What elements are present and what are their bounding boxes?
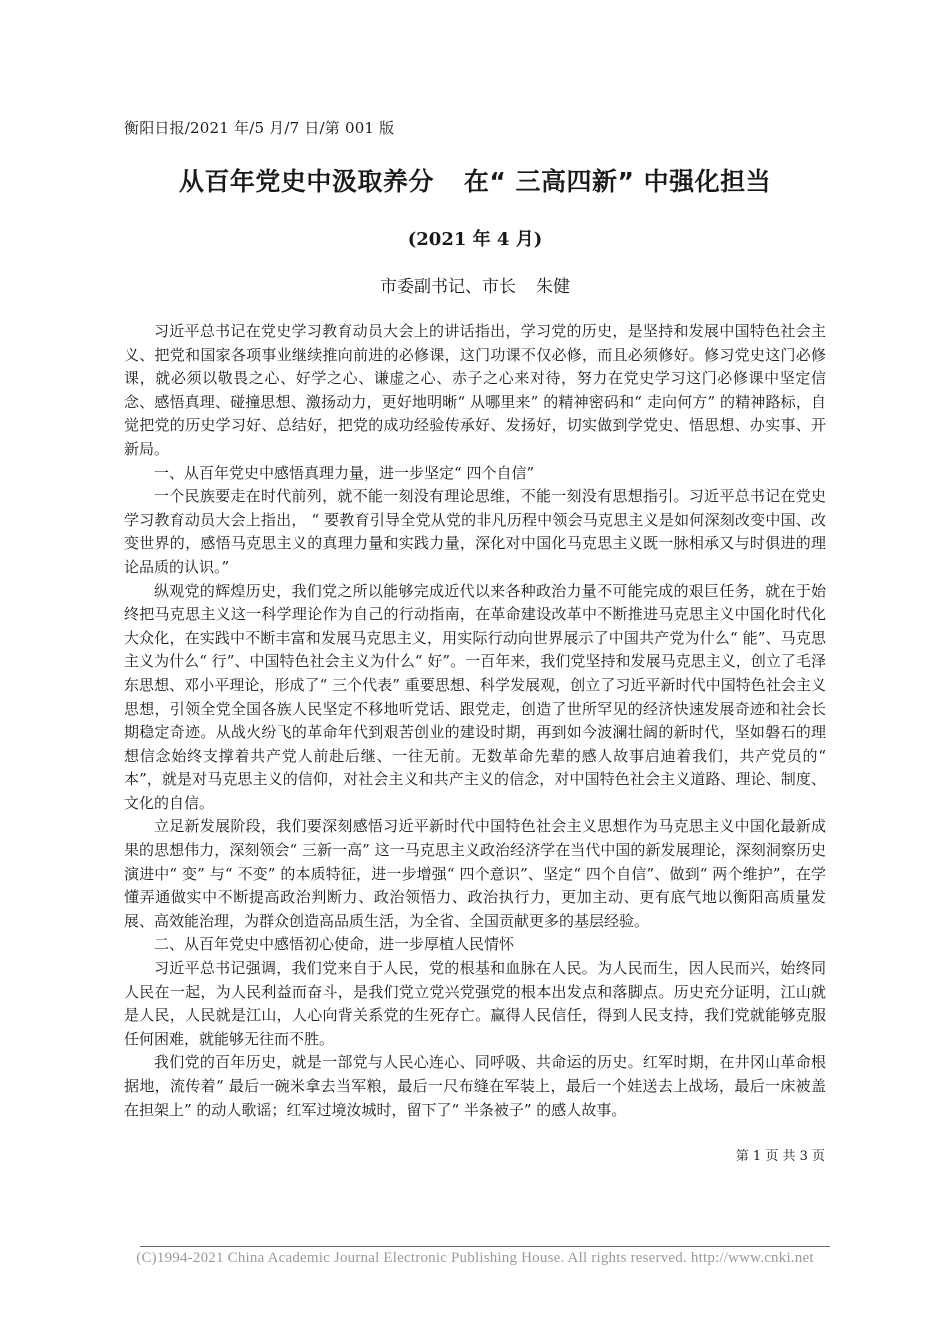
article-body [124, 320, 826, 1122]
author-position: 市委副书记、市长 [380, 277, 516, 297]
paragraph: 习近平总书记强调，我们党来自于人民，党的根基和血脉在人民。为人民而生，因人民而兴，始终同人民在一起，为人民利益而奋斗，是我们党立党兴党强党的根本出发点和落脚点。历史充分证明，江山就是人民，人民就是江山，人心向背关系党的生死存亡。赢得人民信任，得到人民支持，我们党就能够克服任何困难，就能够无往而不胜。 [124, 959, 826, 1048]
footer-divider [140, 1246, 830, 1247]
paragraph: 我们党的百年历史，就是一部党与人民心连心、同呼吸、共命运的历史。红军时期，在井冈山革命根据地，流传着“ 最后一碗米拿去当军粮，最后一尺布缝在军装上，最后一个娃送去上战场，最后一床被盖在担架上” 的动人歌谣；红军过境汝城时，留下了“ 半条被子” 的感人故事。 [124, 1053, 826, 1119]
section-heading-2: 二、从百年党史中感悟初心使命，进一步厚植人民情怀 [154, 935, 515, 954]
copyright-footer: (C)1994-2021 China Academic Journal Electronic Publishing House. All rights reserved. http://www.cnki.net [136, 1250, 814, 1266]
source-line: 衡阳日报/2021 年/5 月/7 日/第 001 版 [124, 119, 395, 137]
title-part-1: 从百年党史中汲取养分 [178, 167, 434, 196]
author-line [0, 272, 950, 297]
paragraph: 立足新发展阶段，我们要深刻感悟习近平新时代中国特色社会主义思想作为马克思主义中国化最新成果的思想伟力，深刻领会“ 三新一高” 这一马克思主义政治经济学在当代中国的新发展理论，深刻洞察历史演进中“ 变” 与“ 不变” 的本质特征，进一步增强“ 四个意识”、坚定“ 四个自信”、做到“ 两个维护”，在学懂弄通做实中不断提高政治判断力、政治领悟力、政治执行力，更加主动、更有底气地以衡阳高质量发展、高效能治理，为群众创造高品质生活，为全省、全国贡献更多的基层经验。 [124, 817, 826, 930]
section-heading-1: 一、从百年党史中感悟真理力量，进一步坚定“ 四个自信” [154, 463, 535, 482]
author-name: 朱健 [536, 277, 570, 297]
article-title [0, 162, 950, 198]
title-part-2: 在“ 三高四新” 中强化担当 [463, 167, 772, 196]
paragraph: 纵观党的辉煌历史，我们党之所以能够完成近代以来各种政治力量不可能完成的艰巨任务，就在于始终把马克思主义这一科学理论作为自己的行动指南，在革命建设改革中不断推进马克思主义中国化时代化大众化，在实践中不断丰富和发展马克思主义，用实际行动向世界展示了中国共产党为什么“ 能”、马克思主义为什么“ 行”、中国特色社会主义为什么“ 好”。一百年来，我们党坚持和发展马克思主义，创立了毛泽东思想、邓小平理论，形成了“ 三个代表” 重要思想、科学发展观，创立了习近平新时代中国特色社会主义思想，引领全党全国各族人民坚定不移地听党话、跟党走，创造了世所罕见的经济快速发展奇迹和社会长期稳定奇迹。从战火纷飞的革命年代到艰苦创业的建设时期，再到如今波澜壮阔的新时代，坚如磐石的理想信念始终支撑着共产党人前赴后继、一往无前。无数革命先辈的感人故事启迪着我们，共产党员的“ 本”，就是对马克思主义的信仰，对社会主义和共产主义的信念，对中国特色社会主义道路、理论、制度、文化的自信。 [124, 581, 826, 812]
paragraph: 一个民族要走在时代前列，就不能一刻没有理论思维，不能一刻没有思想指引。习近平总书记在党史学习教育动员大会上指出， “ 要教育引导全党从党的非凡历程中领会马克思主义是如何深刻改变中国、改变世界的，感悟马克思主义的真理力量和实践力量，深化对中国化马克思主义既一脉相承又与时俱进的理论品质的认识。” [124, 487, 826, 576]
paragraph-intro: 习近平总书记在党史学习教育动员大会上的讲话指出，学习党的历史，是坚持和发展中国特色社会主义、把党和国家各项事业继续推向前进的必修课，这门功课不仅必修，而且必须修好。修习党史这门必修课，就必须以敬畏之心、好学之心、谦虚之心、赤子之心来对待，努力在党史学习这门必修课中坚定信念、感悟真理、碰撞思想、激扬动力，更好地明晰“ 从哪里来” 的精神密码和“ 走向何方” 的精神路标，自觉把党的历史学习好、总结好，把党的成功经验传承好、发扬好，切实做到学党史、悟思想、办实事、开新局。 [124, 322, 826, 458]
date-line: (2021 年 4 月) [407, 229, 543, 250]
page-number: 第 1 页 共 3 页 [735, 1149, 825, 1164]
